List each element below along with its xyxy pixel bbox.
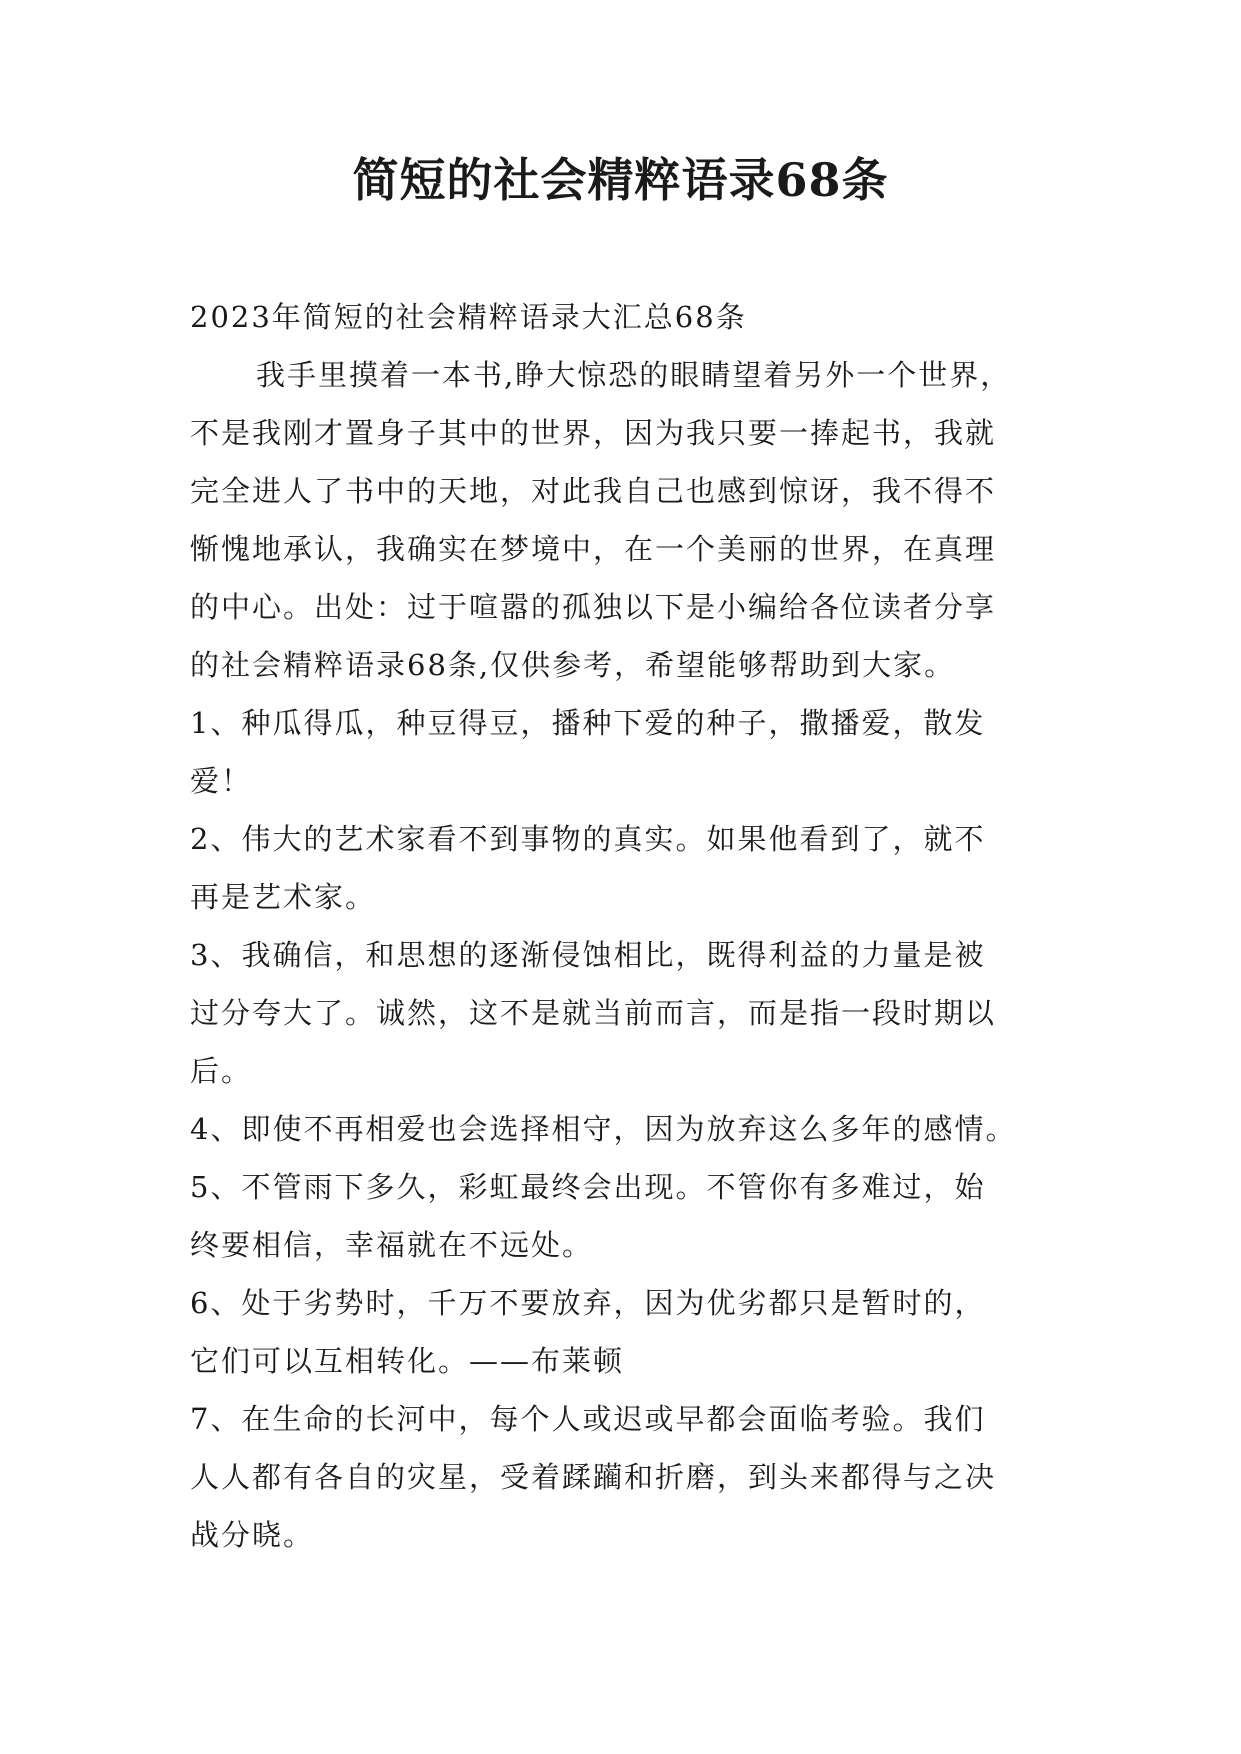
intro-line: 的社会精粹语录68条,仅供参考，希望能够帮助到大家。: [190, 648, 956, 682]
quote-line: 7、在生命的长河中，每个人或迟或早都会面临考验。我们: [190, 1402, 986, 1436]
quote-line: 终要相信，幸福就在不远处。: [190, 1228, 594, 1262]
quote-item-7: [190, 1390, 1090, 1564]
quote-line: 4、即使不再相爱也会选择相守，因为放弃这么多年的感情。: [190, 1112, 1017, 1146]
quote-line: 1、种瓜得瓜，种豆得豆，播种下爱的种子，撒播爱，散发: [190, 706, 986, 740]
quote-line: 3、我确信，和思想的逐渐侵蚀相比，既得利益的力量是被: [190, 938, 986, 972]
quote-item-5: [190, 1158, 1090, 1274]
quote-item-2: [190, 810, 1090, 926]
quote-line: 爱！: [190, 764, 253, 798]
document-title: 简短的社会精粹语录68条: [352, 153, 889, 207]
quote-line: 人人都有各自的灾星，受着蹂躏和折磨，到头来都得与之决: [190, 1460, 997, 1494]
quote-line: 2、伟大的艺术家看不到事物的真实。如果他看到了，就不: [190, 822, 986, 856]
quote-line: 6、处于劣势时，千万不要放弃，因为优劣都只是暂时的，: [190, 1286, 986, 1320]
quote-item-6: [190, 1274, 1090, 1390]
document-subtitle: 2023年简短的社会精粹语录大汇总68条: [190, 300, 747, 334]
document-body: [190, 288, 1090, 1564]
quote-line: 战分晓。: [190, 1518, 315, 1552]
quote-item-3: [190, 926, 1090, 1100]
quote-item-1: [190, 694, 1090, 810]
intro-line: 不是我刚才置身子其中的世界，因为我只要一捧起书，我就: [190, 416, 997, 450]
intro-paragraph: [190, 346, 1090, 694]
quote-line: 5、不管雨下多久，彩虹最终会出现。不管你有多难过，始: [190, 1170, 986, 1204]
intro-line: 我手里摸着一本书,睁大惊恐的眼睛望着另外一个世界，: [256, 358, 1012, 392]
quote-line: 后。: [190, 1054, 253, 1088]
quote-line: 它们可以互相转化。——布莱顿: [190, 1344, 625, 1378]
quote-line: 过分夸大了。诚然，这不是就当前而言，而是指一段时期以: [190, 996, 997, 1030]
intro-line: 完全进人了书中的天地，对此我自己也感到惊讶，我不得不: [190, 474, 997, 508]
intro-line: 的中心。出处：过于喧嚣的孤独以下是小编给各位读者分享: [190, 590, 997, 624]
quote-item-4: [190, 1100, 1090, 1158]
quote-line: 再是艺术家。: [190, 880, 377, 914]
intro-line: 惭愧地承认，我确实在梦境中，在一个美丽的世界，在真理: [190, 532, 997, 566]
